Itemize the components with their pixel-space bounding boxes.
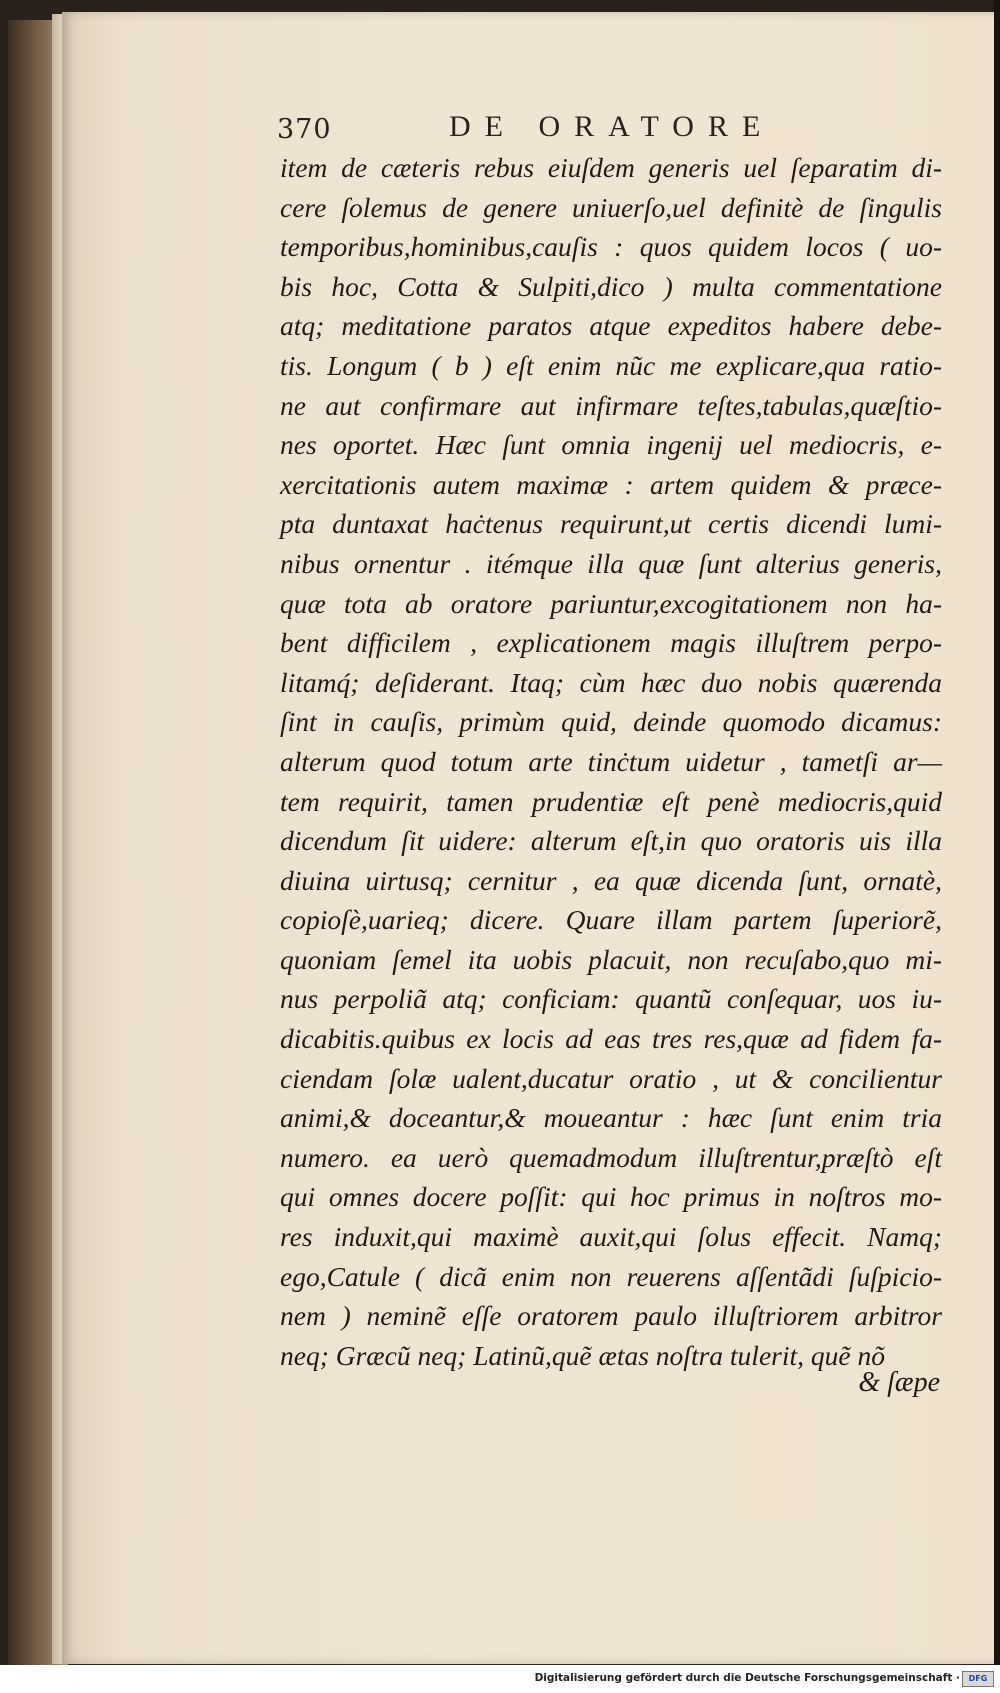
text-line: pta duntaxat haċtenus requirunt,ut certis dicendi lumi- (280, 508, 942, 540)
dfg-logo-icon: DFG (962, 1671, 994, 1687)
text-line: numero. ea uerò quemadmodum illuſtrentur,præſtò eſt (280, 1141, 942, 1173)
text-line: nus perpoliã atq; conficiam: quantũ conſequar, uos iu- (280, 983, 942, 1015)
text-line: xercitationis autem maximæ : artem quidem & præce- (280, 468, 942, 500)
text-line: bis hoc, Cotta & Sulpiti,dico ) multa commentatione (280, 270, 942, 302)
text-line: quoniam ſemel ita uobis placuit, non recuſabo,quo mi- (280, 943, 942, 975)
text-line: item de cæteris rebus eiuſdem generis uel ſeparatim di- (280, 152, 942, 183)
text-line: animi,& doceantur,& moueantur : hæc ſunt enim tria (280, 1102, 942, 1134)
text-line: temporibus,hominibus,cauſis : quos quidem locos ( uo- (280, 231, 942, 263)
text-line: bent difficilem , explicationem magis illuſtrem perpo- (280, 627, 942, 659)
running-title: DE ORATORE (449, 110, 775, 143)
text-line: nes oportet. Hæc ſunt omnia ingenij uel mediocris, e- (280, 429, 942, 461)
text-line: alterum quod totum arte tinċtum uidetur , tametſi ar— (280, 745, 942, 777)
text-line: nem ) neminẽ eſſe oratorem paulo illuſtriorem arbitror (280, 1300, 942, 1332)
text-line: cere ſolemus de genere uniuerſo,uel definitè de ſingulis (280, 191, 942, 223)
text-line: atq; meditatione paratos atque expeditos habere debe- (280, 310, 942, 342)
text-line: diuina uirtusq; cernitur , ea quæ dicenda ſunt, ornatè, (280, 864, 942, 896)
text-line: neq; Græcũ neq; Latinũ,quẽ ætas noſtra tulerit, quẽ nõ (280, 1339, 885, 1371)
body-text (280, 148, 942, 1375)
folio-number: 370 (277, 114, 332, 145)
text-line: ſint in cauſis, primùm quid, deinde quomodo dicamus: (280, 706, 942, 738)
text-line: nibus ornentur . itémque illa quæ ſunt alterius generis, (280, 547, 942, 579)
funding-credit: Digitalisierung gefördert durch die Deutsche Forschungsgemeinschaft · (534, 1672, 960, 1684)
scan-right-border (994, 0, 1000, 1665)
page-header (277, 110, 797, 150)
text-line: quæ tota ab oratore pariuntur,excogitationem non ha- (280, 587, 942, 619)
catchword: & ſæpe (858, 1367, 940, 1398)
text-line: dicendum ſit uidere: alterum eſt,in quo oratoris uis illa (280, 825, 942, 857)
text-line: dicabitis.quibus ex locis ad eas tres res,quæ ad fidem fa- (280, 1023, 942, 1055)
footer-bar (0, 1665, 1000, 1693)
text-line: copioſè,uarieq; dicere. Quare illam partem ſuperiorẽ, (280, 904, 942, 936)
text-line: qui omnes docere poſſit: qui hoc primus in noſtros mo- (280, 1181, 942, 1213)
text-line: litamq́; deſiderant. Itaq; cùm hæc duo nobis quærenda (280, 666, 942, 698)
text-line: res induxit,qui maximè auxit,qui ſolus effecit. Namq; (280, 1221, 942, 1253)
text-line: ciendam ſolæ ualent,ducatur oratio , ut & concilientur (280, 1062, 942, 1094)
text-line: ego,Catule ( dicã enim non reuerens aſſentãdi ſuſpicio- (280, 1260, 942, 1292)
text-line: tem requirit, tamen prudentiæ eſt penè mediocris,quid (280, 785, 942, 817)
text-line: ne aut confirmare aut infirmare teſtes,tabulas,quæſtio- (280, 389, 942, 421)
text-line: tis. Longum ( b ) eſt enim nũc me explicare,qua ratio- (280, 349, 942, 381)
